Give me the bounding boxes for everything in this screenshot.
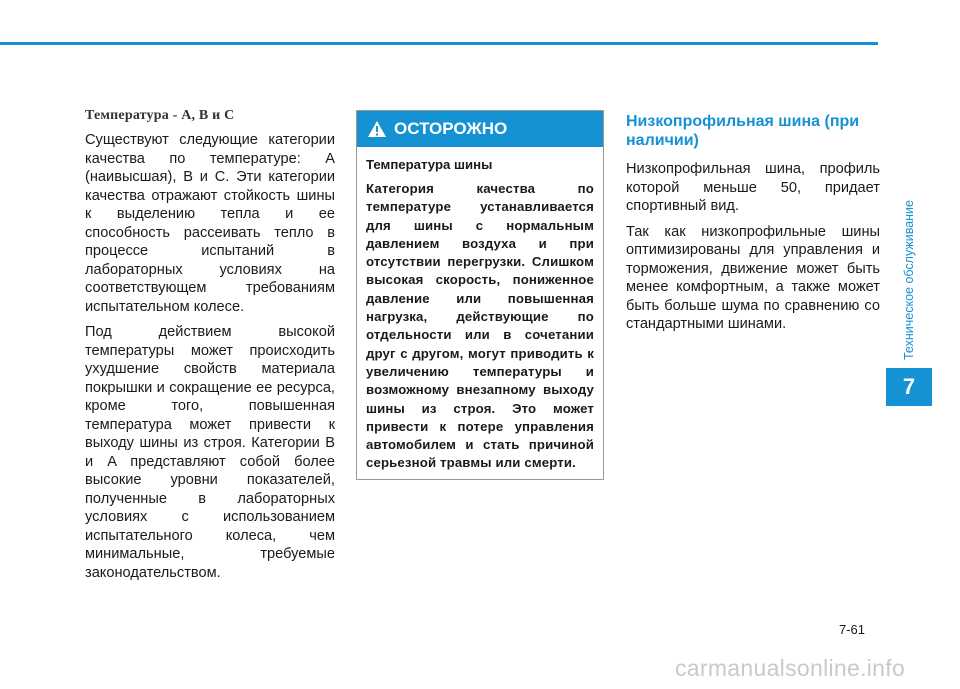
warning-box: [356, 110, 604, 480]
left-column: [85, 108, 335, 589]
warning-text: Категория качества по температуре устанавливается для шины с нормальным давлением воздуха и при отсутствии перегрузки. Слишком высокая скорость, пониженное давление или повышенная нагрузка, действующие по отдельности или в сочетании друг с другом, могут приводить к увеличению температуры и возможному внезапному выходу шины из строя. Это может привести к потере управления автомобилем и стать причиной серьезной травмы или смерти.: [366, 181, 594, 471]
paragraph: Под действием высокой температуры может происходить ухудшение свойств материала покрышки и сокращение ее ресурса, кроме того, повышенная температура может привести к выходу шины из строя. Категории B и A представляют собой более высокие уровни показателей, полученные в лабораторных условиях с использованием испытательного колеса, чем минимальные, требуемые законодательством.: [85, 324, 335, 581]
chapter-side-label: Техническое обслуживание: [902, 200, 916, 360]
temperature-heading: Температура - A, B и C: [85, 108, 235, 123]
right-column: [626, 108, 880, 341]
page-number: 7-61: [839, 622, 866, 637]
low-profile-heading: Низкопрофильная шина (при наличии): [626, 113, 860, 149]
watermark: carmanualsonline.info: [675, 655, 906, 681]
paragraph: Низкопрофильная шина, профиль которой меньше 50, придает спортивный вид.: [626, 161, 880, 214]
paragraph: Существуют следующие категории качества по температуре: A (наивысшая), B и C. Эти категории качества отражают стойкость шины к выделению тепла и ее способность рассеивать тепло в процессе испытаний в лабораторных условиях на соответствующем требованиям испытательном колесе.: [85, 132, 335, 315]
header-rule: [0, 42, 878, 45]
warning-label: ОСТОРОЖНО: [394, 119, 508, 138]
warning-header: [357, 111, 603, 147]
paragraph: Так как низкопрофильные шины оптимизированы для управления и торможения, движение может быть менее комфортным, а также может быть больше шума по сравнению со стандартными шинами.: [626, 223, 880, 332]
chapter-tab: 7: [886, 368, 932, 406]
warning-triangle-icon: [367, 120, 387, 138]
warning-title: Температура шины: [366, 157, 493, 172]
